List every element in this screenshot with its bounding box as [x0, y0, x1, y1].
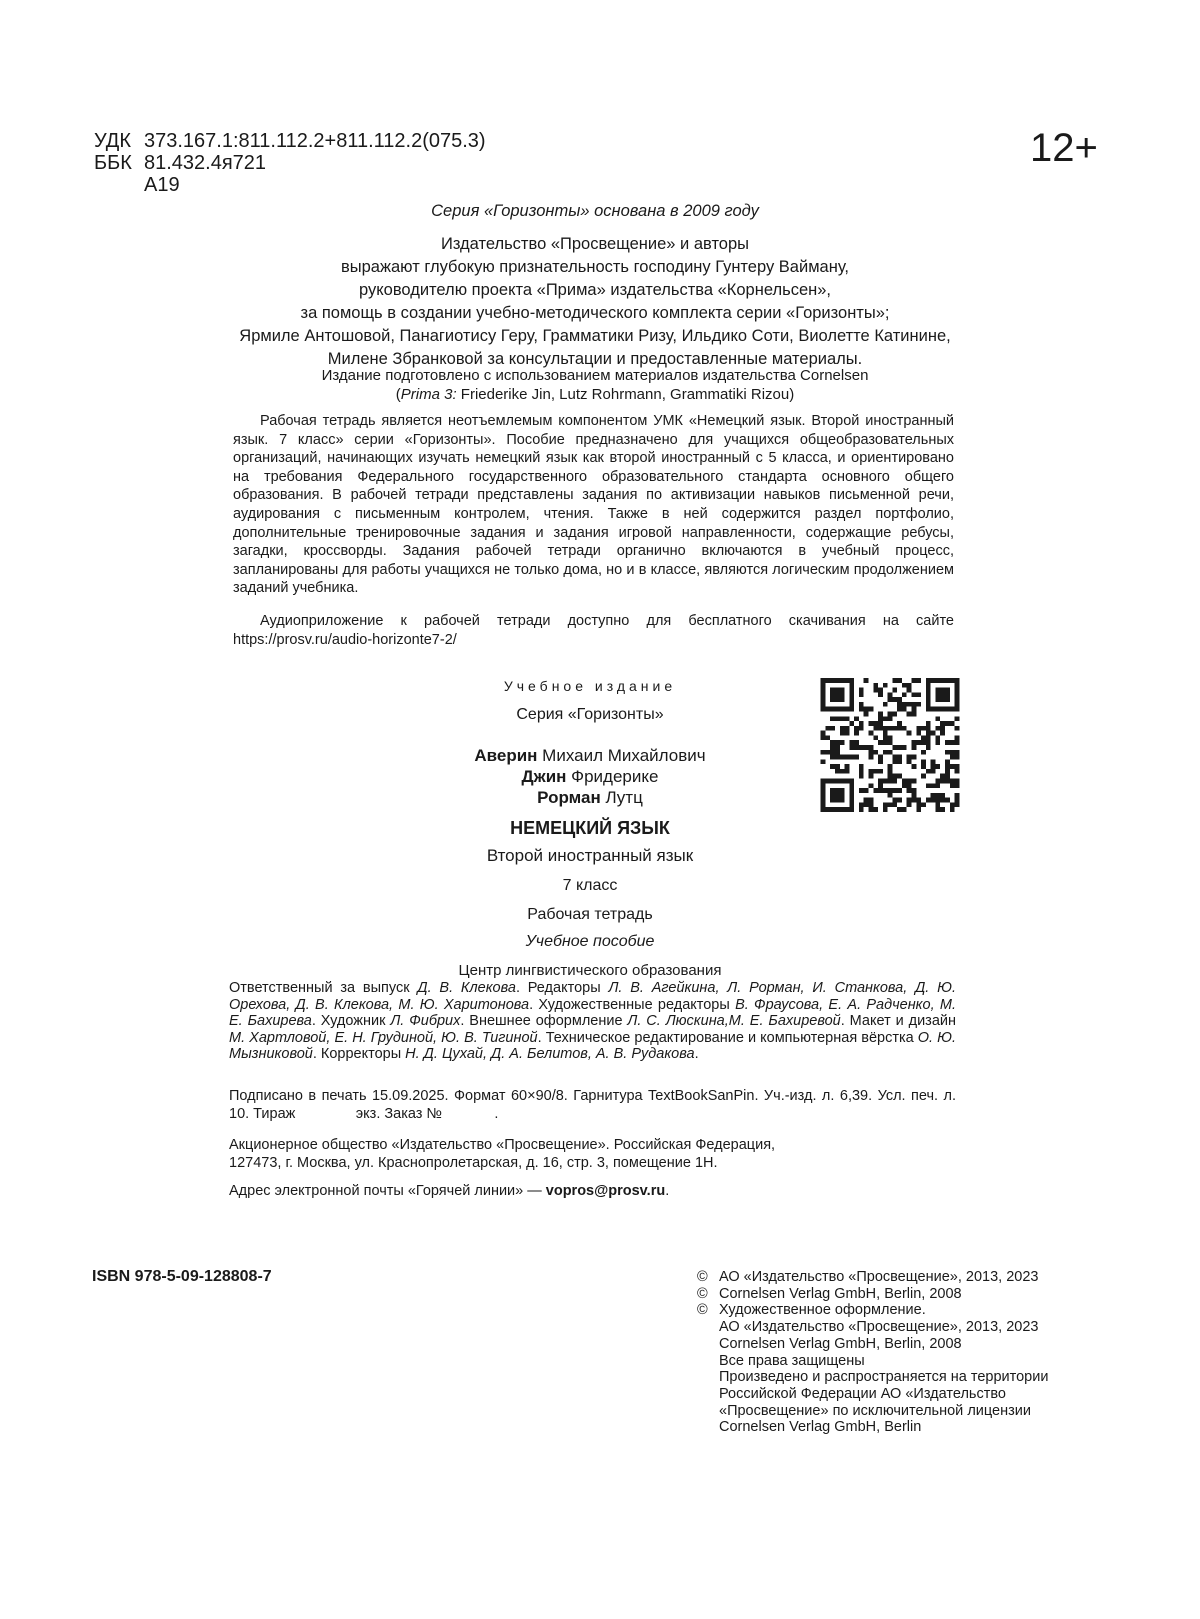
credit-role: Ответственный за выпуск [229, 980, 418, 996]
copyright-icon: © [697, 1285, 708, 1302]
thanks-line: выражают глубокую признательность господину Гунтеру Вайману, [340, 258, 850, 276]
publisher-line: 127473, г. Москва, ул. Краснопролетарская, д. 16, стр. 3, помещение 1Н. [229, 1155, 718, 1171]
publisher-line: Акционерное общество «Издательство «Просвещение». Российская Федерация, [229, 1137, 776, 1153]
bbk-row [94, 152, 486, 174]
thanks-line: Издательство «Просвещение» и авторы [440, 235, 750, 253]
imprint-info: Подписано в печать 15.09.2025. Формат 60×90/8. Гарнитура TextBookSanPin. Уч.-изд. л. 6,39. Усл. печ. л. 10. Тираж экз. Заказ № . [229, 1088, 961, 1122]
hotline-email: Адрес электронной почты «Горячей линии» — vopros@prosv.ru. [229, 1183, 670, 1199]
audio-text: Аудиоприложение к рабочей тетради доступно для бесплатного скачивания на сайте https://prosv.ru/audio-horizonte7-2/ [233, 613, 954, 648]
copyright-text: Cornelsen Verlag GmbH, Berlin, 2008 [719, 1285, 962, 1302]
copyright-line [697, 1419, 1048, 1436]
credit-names: Л. Фибрих [390, 1013, 461, 1029]
thanks-line: Ярмиле Антошовой, Панагиотису Геру, Грамматики Ризу, Ильдико Соти, Виолетте Катинине, [239, 327, 951, 345]
copyright-icon: © [697, 1269, 708, 1285]
credit-names: Д. В. Клекова [417, 980, 516, 996]
credit-role: . Внешнее оформление [460, 1013, 628, 1029]
copyright-text: «Просвещение» по исключительной лицензии [719, 1402, 1031, 1419]
author: Джин Фридерике [521, 767, 659, 786]
copyright-text: Cornelsen Verlag GmbH, Berlin, 2008 [719, 1335, 962, 1352]
book-kind-secondary: Учебное пособие [525, 933, 655, 950]
book-kind: Рабочая тетрадь [527, 906, 653, 923]
description-text: Рабочая тетрадь является неотъемлемым компонентом УМК «Немецкий язык. Второй иностранный язык. 7 класс» серии «Горизонты». Пособие предназначено для учащихся общеобразовательных организаций, начинающих изучать немецкий язык как второй иностранный с 5 класса, и ориентировано на требования Федерального государственного образовательного стандарта основного общего образования. В рабочей тетради представлены задания по активизации навыков письменной речи, аудирования с письменным контролем, чтения. Также в ней содержится раздел портфолио, дополнительные тренировочные задания и задания игровой направленности, содержащие ребусы, загадки, кроссворды. Задания рабочей тетради органично включаются в учебный процесс, запланированы для работы учащихся не только дома, но и в классе, являются логическим продолжением заданий учебника. [233, 413, 954, 597]
prepared-line: Издание подготовлено с использованием материалов издательства Cornelsen [321, 367, 869, 384]
credit-names: В. Фраусова, Е. А. Радченко, М. Е. Бахирева [229, 996, 957, 1029]
copyright-text: Российской Федерации АО «Издательство [719, 1385, 1006, 1402]
acknowledgements [190, 233, 1000, 371]
description-paragraph [233, 412, 954, 598]
copyright-text: АО «Издательство «Просвещение», 2013, 2023 [719, 1319, 1039, 1336]
book-grade: 7 класс [562, 877, 618, 894]
credit-names: О. Ю. Мызниковой [229, 1029, 956, 1062]
bbk-value: 81.432.4я721 [144, 152, 267, 174]
copyright-text: Cornelsen Verlag GmbH, Berlin [719, 1419, 922, 1436]
copyright-text: Произведено и распространяется на территории [719, 1369, 1049, 1386]
qr-code-icon [820, 678, 960, 812]
copyright-text: Все права защищены [719, 1352, 865, 1369]
copyright-block [697, 1269, 1048, 1436]
copyright-line [697, 1369, 1048, 1386]
copyright-line [697, 1286, 1048, 1303]
copyright-line [697, 1386, 1048, 1403]
copyright-text: АО «Издательство «Просвещение», 2013, 2023 [719, 1269, 1039, 1285]
series-name: Серия «Горизонты» [516, 706, 664, 723]
credits-paragraph [229, 980, 956, 1063]
copyright-line [697, 1336, 1048, 1353]
authors-list [440, 745, 740, 808]
isbn: ISBN 978-5-09-128808-7 [92, 1268, 272, 1285]
credit-names: Н. Д. Цухай, Д. А. Белитов, А. В. Рудакова [405, 1046, 695, 1062]
thanks-line: руководителю проекта «Прима» издательства «Корнельсен», [359, 281, 831, 299]
thanks-line: за помощь в создании учебно-методического комплекта серии «Горизонты»; [300, 304, 890, 322]
copyright-line [697, 1353, 1048, 1370]
copyright-line [697, 1269, 1048, 1286]
publisher-address [229, 1136, 956, 1172]
center-name: Центр лингвистического образования [458, 962, 722, 979]
email-address[interactable]: vopros@prosv.ru [545, 1183, 666, 1199]
credit-role: . Художник [311, 1013, 391, 1029]
edition-type: Учебное издание [503, 678, 677, 694]
author: Аверин Михаил Михайлович [474, 746, 706, 765]
age-rating: 12+ [1030, 126, 1098, 170]
prepared-sources: (Prima 3: Friederike Jin, Lutz Rohrmann, Grammatiki Rizou) [395, 386, 795, 403]
copyright-line [697, 1403, 1048, 1420]
credit-names: Л. С. Люскина,М. Е. Бахиревой [627, 1013, 841, 1029]
book-subtitle: Второй иностранный язык [486, 846, 694, 865]
copyright-text: Художественное оформление. [719, 1302, 926, 1319]
author-mark-row [94, 174, 486, 196]
audio-note [233, 612, 954, 649]
copyright-icon: © [697, 1302, 708, 1319]
credit-names: Л. В. Агейкина, Л. Рорман, И. Станкова, Д. Ю. Орехова, Д. В. Клекова, М. Ю. Харитонова [229, 980, 956, 1013]
credit-role: . [694, 1046, 699, 1062]
credit-role: . Корректоры [312, 1046, 406, 1062]
copyright-line [697, 1319, 1048, 1336]
author: Рорман Лутц [537, 788, 643, 807]
bbk-label: ББК [94, 152, 132, 174]
prima-title: Prima 3: [400, 386, 457, 403]
credit-role: . Редакторы [515, 980, 609, 996]
udk-label: УДК [94, 130, 132, 152]
prepared-note [190, 366, 1000, 404]
udk-value: 373.167.1:811.112.2+811.112.2(075.3) [144, 130, 486, 152]
author-mark: А19 [144, 174, 180, 196]
classification-codes [94, 130, 486, 196]
credit-role: . Макет и дизайн [840, 1013, 956, 1029]
credit-role: . Техническое редактирование и компьютерная вёрстка [537, 1029, 918, 1046]
copyright-line [697, 1302, 1048, 1319]
credit-role: . Художественные редакторы [529, 996, 736, 1013]
udk-row [94, 130, 486, 152]
book-title: НЕМЕЦКИЙ ЯЗЫК [510, 818, 670, 838]
credit-names: М. Хартловой, Е. Н. Грудиной, Ю. В. Тигиной [229, 1029, 538, 1046]
thanks-line: Милене Збранковой за консультации и предоставленные материалы. [327, 350, 863, 368]
series-founded-note: Серия «Горизонты» основана в 2009 году [431, 202, 759, 220]
